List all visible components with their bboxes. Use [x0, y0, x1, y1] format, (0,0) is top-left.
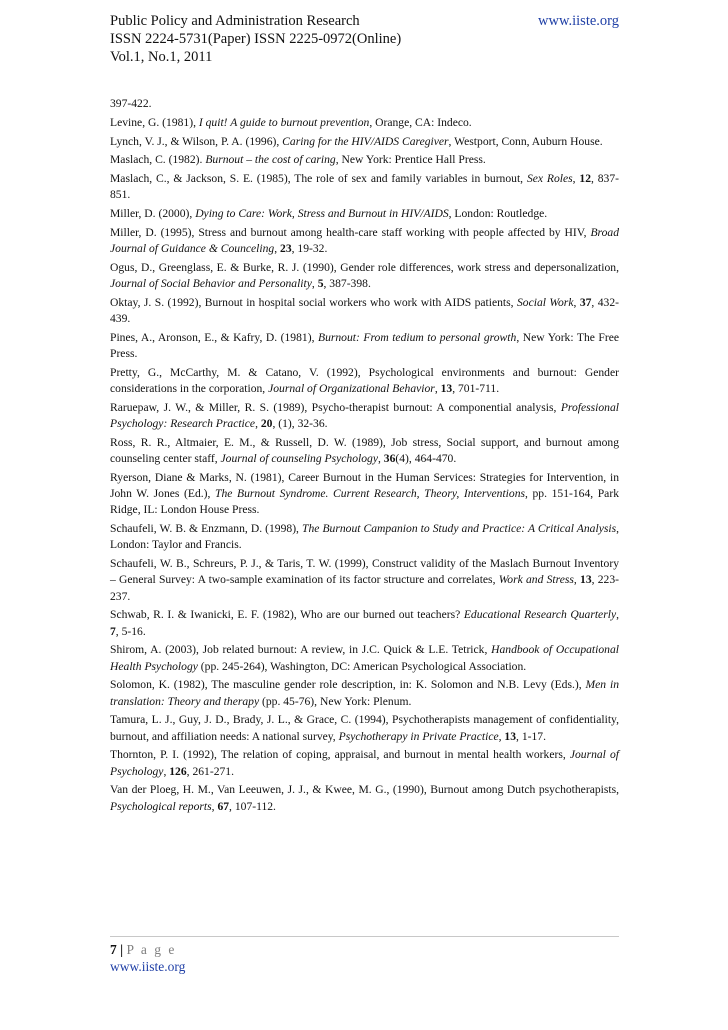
reference-entry: [110, 400, 619, 432]
reference-volume: 13: [440, 382, 453, 396]
reference-text: , 837-851.: [110, 172, 620, 202]
reference-text: ,: [311, 277, 318, 291]
reference-text: , New York: The Free Press.: [110, 330, 620, 361]
reference-text: ,: [573, 573, 581, 587]
reference-title: The Burnout Campanion to Study and Practice: A Critical Analysis: [302, 522, 617, 536]
reference-entry: [110, 782, 619, 814]
reference-entry: [110, 556, 619, 605]
reference-text: Pines, A., Aronson, E., & Kafry, D. (1981),: [110, 330, 318, 344]
page-number: [110, 941, 619, 958]
reference-entry: [110, 677, 619, 709]
reference-text: , London: Taylor and Francis.: [110, 522, 619, 552]
reference-entry: [110, 152, 619, 168]
reference-text: Miller, D. (1995), Stress and burnout among health-care staff working with people affected by HIV,: [110, 225, 591, 239]
reference-title: Caring for the HIV/AIDS Caregiver: [282, 134, 449, 148]
reference-text: Tamura, L. J., Guy, J. D., Brady, J. L., & Grace, C. (1994), Psychotherapists management of confidentiality, burnout, and affiliation needs: A national survey,: [110, 713, 619, 743]
reference-text: Maslach, C., & Jackson, S. E. (1985), The role of sex and family variables in burnout,: [110, 172, 527, 186]
reference-text: , 261-271.: [186, 764, 234, 778]
website-link[interactable]: www.iiste.org: [538, 13, 619, 29]
reference-text: , 107-112.: [229, 799, 276, 813]
reference-title: Psychotherapy in Private Practice,: [338, 729, 502, 743]
reference-entry: [110, 365, 619, 397]
page-footer: [110, 936, 619, 975]
reference-text: Levine, G. (1981),: [110, 115, 199, 129]
reference-text: , Orange, CA: Indeco.: [369, 115, 472, 129]
reference-entry: [110, 435, 619, 467]
reference-text: (4), 464-470.: [395, 452, 457, 466]
reference-text: ,: [274, 242, 281, 256]
reference-text: , New York: Prentice Hall Press.: [335, 153, 486, 167]
reference-text: Solomon, K. (1982), The masculine gender role description, in: K. Solomon and N.B. Levy (Eds.),: [110, 678, 586, 692]
reference-text: , 19-32.: [291, 242, 328, 256]
reference-entry: [110, 607, 619, 639]
reference-text: Lynch, V. J., & Wilson, P. A. (1996),: [110, 134, 283, 148]
reference-text: (pp. 245-264), Washington, DC: American Psychological Association.: [197, 659, 527, 673]
reference-title: Journal of Social Behavior and Personality: [110, 277, 312, 291]
reference-title: Work and Stress: [498, 573, 574, 587]
reference-title: Burnout: From tedium to personal growth: [317, 330, 517, 344]
reference-title: Journal of Organizational Behavior: [268, 382, 435, 396]
reference-text: Schaufeli, W. B., Schreurs, P. J., & Taris, T. W. (1999), Construct validity of the Maslach Burnout Inventory – General Survey: A two-sample examination of its factor structure and correlates,: [110, 557, 619, 587]
reference-title: Professional Psychology: Research Practice: [110, 400, 619, 431]
reference-volume: 67: [217, 799, 230, 813]
journal-title: Public Policy and Administration Research: [110, 13, 360, 29]
reference-entry: [110, 134, 619, 150]
reference-text: ,: [255, 417, 261, 431]
reference-text: Shirom, A. (2003), Job related burnout: A review, in J.C. Quick & L.E. Tetrick,: [110, 643, 492, 657]
reference-volume: 23: [280, 242, 292, 256]
page-header: [110, 12, 619, 66]
reference-text: , 1-17.: [516, 729, 546, 743]
reference-entry: [110, 225, 619, 257]
reference-title: Educational Research Quarterly: [463, 608, 617, 622]
page-number-value: 7: [110, 942, 117, 957]
reference-text: , 5-16.: [115, 624, 146, 638]
reference-volume: 20: [260, 417, 273, 431]
reference-text: , 223-237.: [110, 573, 619, 603]
reference-text: , 701-711.: [452, 382, 500, 396]
reference-text: Schwab, R. I. & Iwanicki, E. F. (1982), Who are our burned out teachers?: [110, 608, 464, 622]
reference-volume: 36: [383, 452, 396, 466]
reference-title: Men in translation: Theory and therapy: [110, 678, 619, 708]
reference-text: Schaufeli, W. B. & Enzmann, D. (1998),: [110, 522, 303, 536]
reference-title: Burnout – the cost of caring: [205, 153, 336, 167]
reference-text: ,: [572, 172, 580, 186]
reference-title: Dying to Care: Work, Stress and Burnout in HIV/AIDS: [195, 207, 449, 221]
reference-title: Sex Roles: [526, 172, 573, 186]
reference-text: Van der Ploeg, H. M., Van Leeuwen, J. J., & Kwee, M. G., (1990), Burnout among Dutch psychotherapists,: [110, 783, 619, 797]
reference-text: Oktay, J. S. (1992), Burnout in hospital social workers who work with AIDS patients,: [110, 295, 517, 309]
reference-text: Raruepaw, J. W., & Miller, R. S. (1989), Psycho-therapist burnout: A componential analysis,: [110, 400, 561, 414]
footer-divider: [110, 936, 619, 937]
reference-entry: [110, 115, 619, 131]
footer-website-link[interactable]: www.iiste.org: [110, 959, 186, 974]
reference-entry: [110, 712, 619, 744]
reference-text: Maslach, C. (1982).: [110, 153, 206, 167]
reference-entry: [110, 747, 619, 779]
reference-title: Social Work: [517, 295, 574, 309]
reference-text: Ogus, D., Greenglass, E. & Burke, R. J. (1990), Gender role differences, work stress and depersonalization,: [110, 260, 619, 274]
reference-title: Psychological reports: [110, 799, 212, 813]
reference-text: Ross, R. R., Altmaier, E. M., & Russell, D. W. (1989), Job stress, Social support, and burnout among counseling center staff,: [110, 435, 619, 466]
reference-volume: 37: [579, 295, 592, 309]
reference-text: Pretty, G., McCarthy, M. & Catano, V. (1992), Psychological environments and burnout: Gender considerations in the corporation,: [110, 365, 619, 396]
reference-title: Journal of Psychology: [110, 748, 619, 778]
reference-entry: [110, 96, 619, 112]
reference-volume: 7: [110, 624, 116, 638]
reference-text: 397-422.: [110, 97, 152, 110]
reference-text: ,: [163, 764, 170, 778]
reference-text: , 432-439.: [110, 295, 619, 326]
volume-line: Vol.1, No.1, 2011: [110, 49, 213, 65]
reference-entry: [110, 206, 619, 222]
reference-text: Ryerson, Diane & Marks, N. (1981), Career Burnout in the Human Services: Strategies for Intervention, in John W. Jones (Ed.),: [110, 470, 619, 501]
reference-text: ,: [211, 799, 218, 813]
reference-text: (pp. 45-76), New York: Plenum.: [259, 694, 412, 708]
reference-text: ,: [434, 382, 441, 396]
reference-text: , Westport, Conn, Auburn House.: [448, 134, 603, 148]
page-number-separator: |: [120, 942, 124, 957]
reference-title: Broad Journal of Guidance & Counceling: [110, 225, 619, 256]
reference-text: ,: [377, 452, 384, 466]
reference-title: The Burnout Syndrome. Current Research, Theory, Interventions: [215, 487, 526, 501]
reference-text: ,: [616, 608, 619, 622]
reference-entry: [110, 295, 619, 327]
reference-text: , London: Routledge.: [448, 207, 548, 221]
page-label: P a g e: [126, 942, 177, 957]
reference-entry: [110, 470, 619, 519]
reference-volume: 13: [504, 729, 517, 743]
reference-text: Miller, D. (2000),: [110, 207, 196, 221]
reference-entry: [110, 642, 619, 674]
reference-text: , (1), 32-36.: [272, 417, 328, 431]
reference-text: , 387-398.: [323, 277, 371, 291]
reference-entry: [110, 330, 619, 362]
reference-text: ,: [573, 295, 580, 309]
reference-list: [110, 96, 619, 817]
reference-text: , pp. 151-164, Park Ridge, IL: London House Press.: [110, 487, 619, 517]
reference-title: Journal of counseling Psychology: [220, 452, 378, 466]
reference-volume: 126: [169, 764, 187, 778]
reference-title: Handbook of Occupational Health Psychology: [110, 643, 619, 673]
reference-volume: 13: [580, 573, 592, 587]
reference-text: Thornton, P. I. (1992), The relation of coping, appraisal, and burnout in mental health workers,: [110, 748, 570, 762]
reference-entry: [110, 521, 619, 553]
reference-volume: 12: [579, 172, 591, 186]
reference-entry: [110, 260, 619, 292]
reference-entry: [110, 171, 619, 203]
reference-volume: 5: [317, 277, 324, 291]
reference-title: I quit! A guide to burnout prevention: [198, 115, 370, 129]
issn-line: ISSN 2224-5731(Paper) ISSN 2225-0972(Online): [110, 31, 402, 47]
